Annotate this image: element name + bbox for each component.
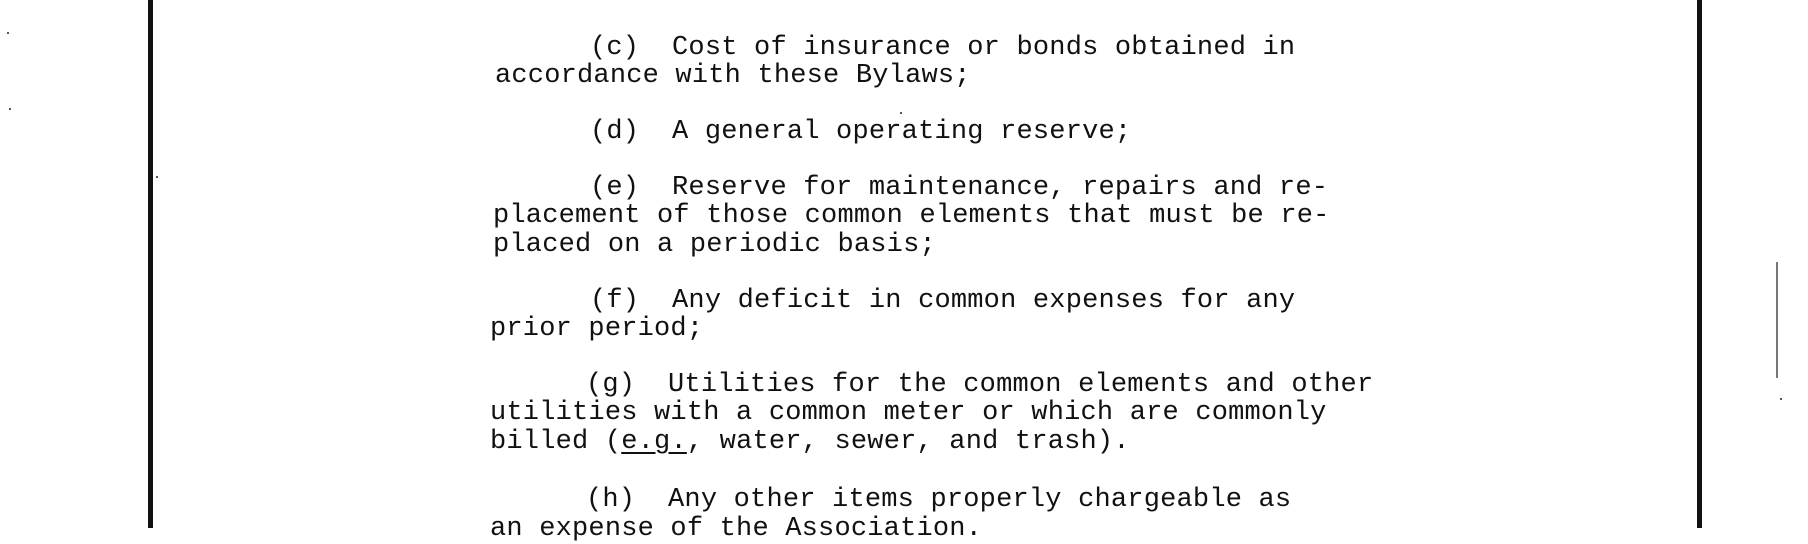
item-g-eg-underlined: e.g. — [621, 427, 687, 457]
item-h-first-line — [586, 485, 1291, 515]
item-e-text-line3: placed on a periodic basis; — [493, 230, 936, 260]
item-g-line3-prefix: billed ( — [490, 427, 622, 457]
item-g-text-line1: Utilities for the common elements and other — [668, 370, 1374, 400]
item-e-first-line — [590, 173, 1328, 203]
item-h-label: (h) — [586, 485, 636, 515]
item-c-first-line — [590, 33, 1295, 63]
item-f-text-line1: Any deficit in common expenses for any — [672, 286, 1296, 316]
item-g-first-line — [586, 370, 1373, 400]
item-c-text-line2: accordance with these Bylaws; — [495, 61, 971, 91]
item-f-label: (f) — [590, 286, 640, 316]
item-g-text-line2: utilities with a common meter or which are commonly — [490, 398, 1327, 428]
item-g-line3-suffix: , water, sewer, and trash). — [686, 427, 1130, 457]
item-h-text-line1: Any other items properly chargeable as — [668, 485, 1292, 515]
item-d-first-line — [590, 117, 1131, 147]
item-g-text-line3 — [490, 427, 1130, 457]
item-f-text-line2: prior period; — [490, 314, 704, 344]
item-g-label: (g) — [586, 370, 636, 400]
item-e-text-line2: placement of those common elements that must be re- — [493, 201, 1330, 231]
item-e-text-line1: Reserve for maintenance, repairs and re- — [672, 173, 1329, 203]
item-e-label: (e) — [590, 173, 640, 203]
item-c-label: (c) — [590, 33, 640, 63]
item-f-first-line — [590, 286, 1295, 316]
item-h-text-line2: an expense of the Association. — [490, 514, 983, 544]
item-d-text-line1: A general operating reserve; — [672, 117, 1132, 147]
item-c-text-line1: Cost of insurance or bonds obtained in — [672, 33, 1296, 63]
item-d-label: (d) — [590, 117, 640, 147]
